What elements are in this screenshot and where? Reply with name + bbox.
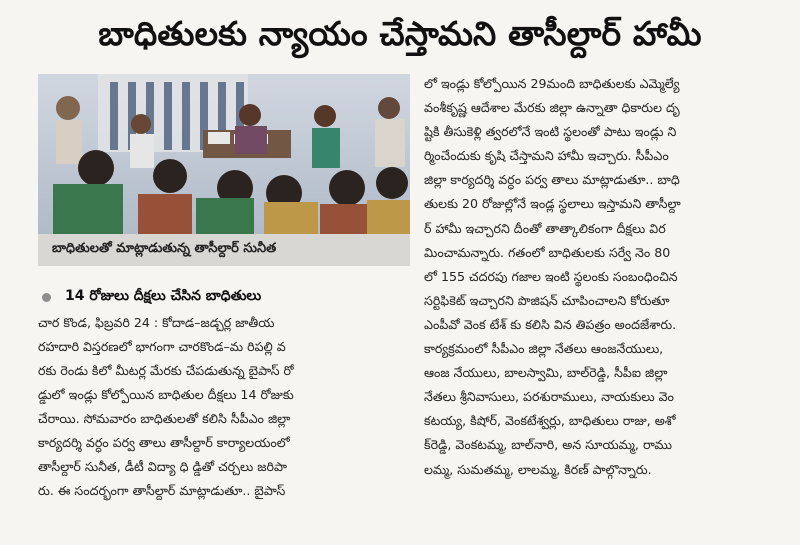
article-line: నేతలు శ్రీనివాసులు, పరశురాములు, నాయకులు వెం	[424, 389, 674, 405]
article-column-left	[38, 311, 410, 525]
article-line: చేరాయి. సోమవారం బాధితులతో కలిసి సీపీఎం జిల్లా	[38, 411, 291, 426]
article-headline: బాధితులకు న్యాయం చేస్తామని తాసీల్దార్ హామీ	[98, 14, 702, 53]
article-line: మించామన్నారు. గతంలో బాధితులకు సర్వే నెం 80	[424, 244, 671, 260]
bullet-icon	[42, 293, 51, 302]
article-line: రు. ఈ సందర్భంగా తాసీల్దార్ మాట్లాడుతూ.. బైపాస్	[38, 483, 286, 498]
article-line: కార్యదర్శి వర్ధం పర్వ తాలు తాసీల్దార్ కార్యాలయంలో	[38, 435, 290, 450]
section-subheading-text: 14 రోజులు దీక్షలు చేసిన బాధితులు	[65, 287, 262, 304]
article-line: రకు రెండు కిలో మీటర్ల మేరకు చేపడుతున్న బైపాస్ రో	[38, 363, 294, 378]
article-line: కటయ్య, కిషోర్, వెంకటేశ్వర్లు, బాధితులు రాజు, అశో	[424, 413, 676, 429]
photo-caption: బాధితులతో మాట్లాడుతున్న తాసీల్దార్ సునీత	[38, 234, 410, 266]
article-line: చార కొండ, ఫిబ్రవరి 24 : కోదాడ–జడ్చర్ల జాతీయ	[38, 315, 275, 330]
article-line: లమ్మ, సుమతమ్మ, లాలమ్మ, కిరణ్ పాల్గొన్నారు.	[424, 461, 652, 477]
article-line: తాసీల్దార్ సునీత, డీటీ విద్యా ధి డ్డితో చర్చలు జరిపా	[38, 459, 287, 474]
article-line: ఆంజ నేయులు, బాలస్వామి, బాల్‌రెడ్డి, సీపీఐ జిల్లా	[424, 365, 668, 381]
news-photo-illustration	[38, 74, 410, 234]
article-line: డ్డులో ఇండ్లు కోల్పోయిన బాధితుల దీక్షలు 14 రోజుకు	[38, 387, 294, 402]
article-column-right	[424, 72, 778, 527]
article-line: రహదారి విస్తరణలో భాగంగా చారకొండ–మ రిపల్లి వ	[38, 339, 286, 354]
article-line: తులకు 20 రోజుల్లోనే ఇండ్ల స్థలాలు ఇస్తామని తాసీల్దా	[424, 196, 681, 212]
article-line: లో 155 చదరపు గజాల ఇంటి స్థలంకు సంబంధించిన	[424, 268, 678, 284]
article-line: ర్ హామీ ఇచ్చారని దీంతో తాత్కాలికంగా దీక్షలు విర	[424, 220, 666, 236]
article-line: క్‌రెడ్డి, వెంకటమ్మ, బాల్‌నారి, అన సూయమ్మ, రాము	[424, 437, 673, 453]
article-line: ర్మించేందుకు కృషి చేస్తామని హామీ ఇచ్చారు. సీపీఎం	[424, 148, 669, 164]
section-subheading	[38, 283, 410, 311]
article-line: లో ఇండ్లు కోల్పోయిన 29మంది బాధితులకు ఎమ్మెల్యే	[424, 76, 680, 91]
article-line: ష్టికి తీసుకెళ్లి త్వరలోనే ఇంటి స్థలంతో పాటు ఇండ్లు ని	[424, 124, 677, 140]
news-photo	[38, 74, 410, 234]
article-line: ఎంపీవో వెంక టేశ్ కు కలిసి విన తిపత్రం అందజేశారు.	[424, 316, 677, 332]
article-line: సర్టిఫికెట్ ఇచ్చారని పొజిషన్ చూపించాలని కోరుతూ	[424, 292, 670, 308]
article-line: కార్యక్రమంలో సీపీఎం జిల్లా నేతలు ఆంజనేయులు,	[424, 341, 664, 357]
article-line: వంశీకృష్ణ ఆదేశాల మేరకు జిల్లా ఉన్నాతా ధికారుల దృ	[424, 100, 680, 116]
article-line: జిల్లా కార్యదర్శి వర్ధం పర్వ తాలు మాట్లాడుతూ.. బాధి	[424, 172, 680, 188]
